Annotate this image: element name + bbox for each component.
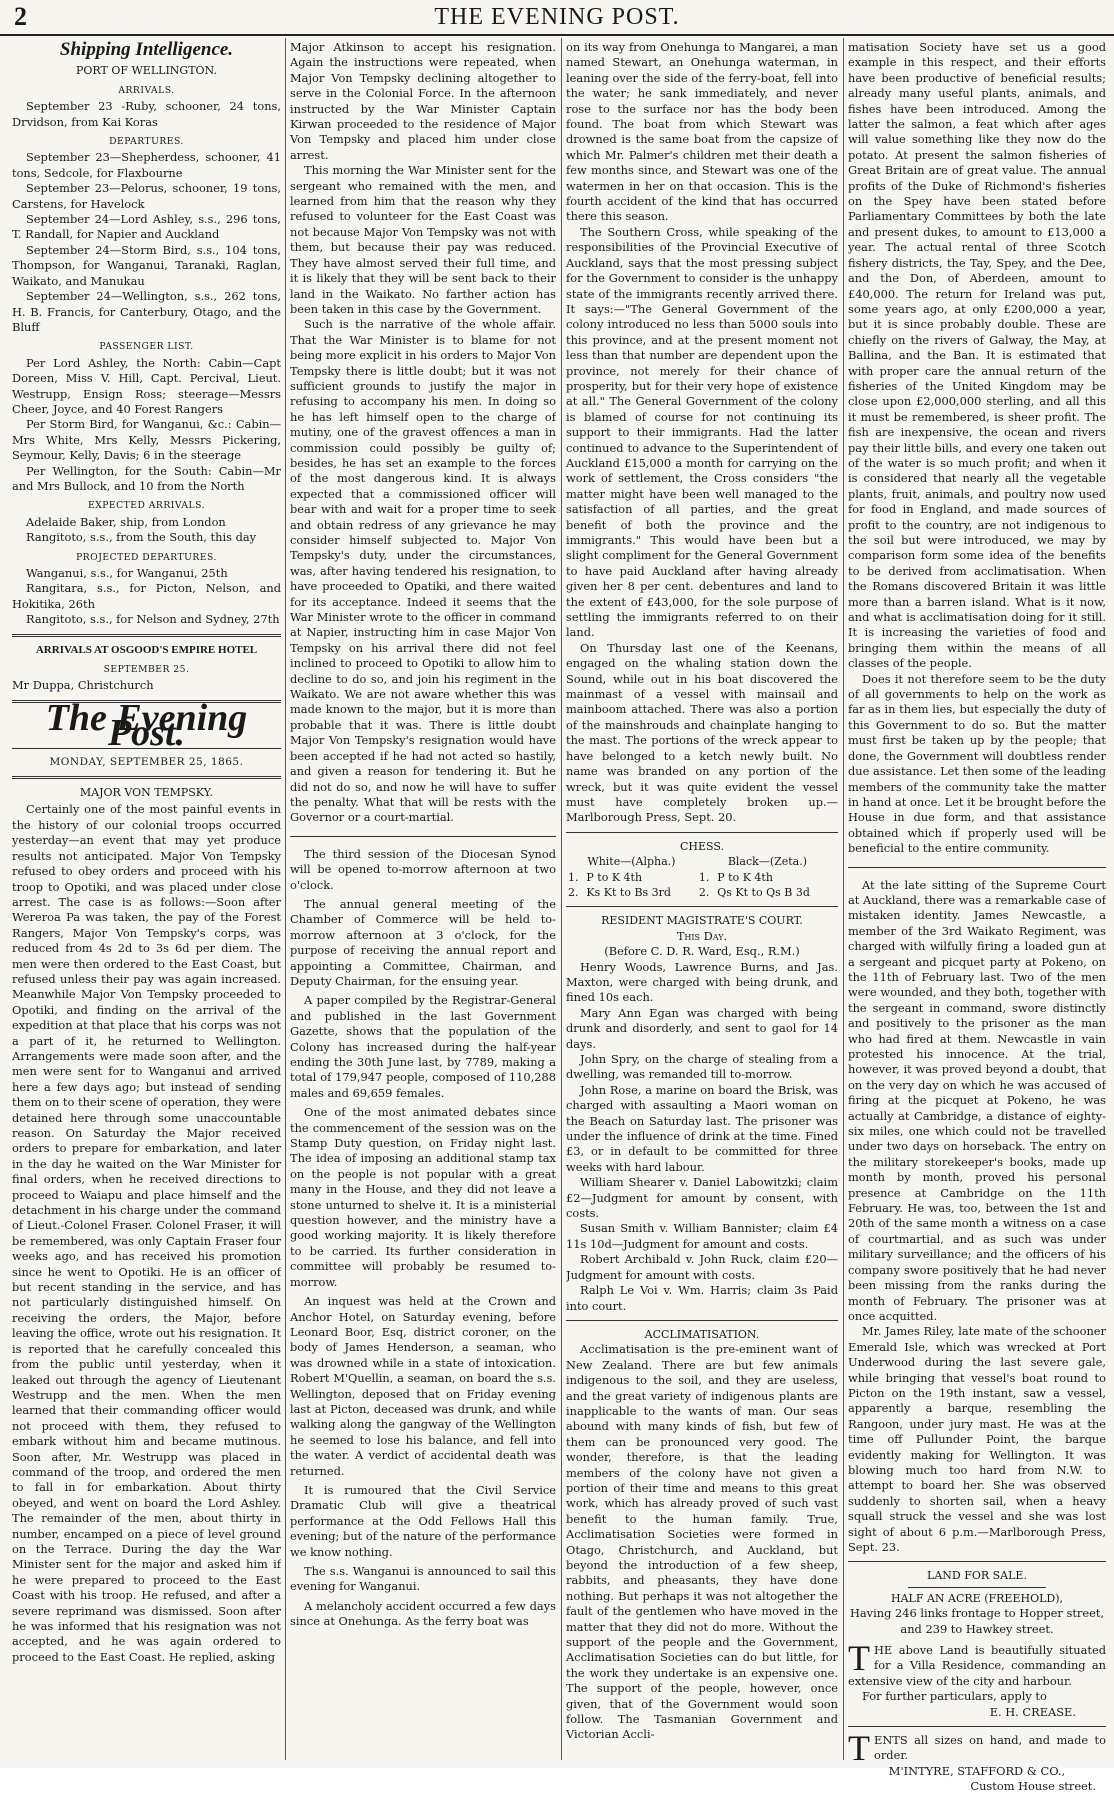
shipping-heading: Shipping Intelligence. [59,40,234,60]
black-move: P to K 4th [717,870,773,884]
hotel-heading: ARRIVALS AT OSGOOD'S EMPIRE HOTEL [35,643,258,656]
chess-move-row [566,885,838,900]
page-header [0,0,1114,36]
divider [290,836,556,837]
column-2 [290,40,556,1630]
newspaper-title: THE EVENING POST. [434,4,680,30]
court-case: John Spry, on the charge of stealing from a dwelling, was remanded till to-morrow. [566,1052,838,1082]
news-item: At the late sitting of the Supreme Court at Auckland, there was a remarkable case of mistaken identity. James Newcastle, a member of the 3rd Waikato Regiment, was charged with wilfully firing a loaded gun at a sergeant and picquet party at Pokeno, on the 11th of February last. Two of the men were wounded, and they both, together with the sergeant in command, swore distinctly and positively to the prisoner as the man who had fired at them. Newcastle in vain protested his innocence. At the trial, however, it was proved beyond a doubt, that on the very day on which he was accused of firing at the picquet at Pokeno, he was actually at Cambridge, a distance of eighty-six miles, one which could not be travelled under two days on horseback. The entry on the military storekeeper's books, made up month by month, proved his personal presence at Cambridge on the 11th February. He was, too, between the 1st and 20th of the same month a witness on a case of courtmartial, and as such was under military surveillance; and the officers of his company swore positively that he had never been missing from the ranks during the month of February. The prisoner was at once acquitted. [848,877,1106,1323]
chess-heading: CHESS. [679,839,725,853]
projected-label: PROJECTED DEPARTURES. [76,551,217,563]
move-number: 2. [698,885,710,899]
article-paragraph: This morning the War Minister sent for the sergeant who remained with the men, and learned from him that the reason why they refused to volunteer for the East Coast was not because Major Von Tempsky was not with them, but because their pay was reduced. They have almost served their full time, and it is likely that they will be sent back to their land in the Waikato. No farther action has been taken in this case by the Government. [290,163,556,316]
news-item: The s.s. Wanganui is announced to sail this evening for Wanganui. [290,1564,556,1594]
departure-entry: September 23—Shepherdess, schooner, 41 tons, Sedcole, for Flaxbourne [12,150,281,180]
masthead-title: The Evening Post. [45,696,248,755]
court-case: John Rose, a marine on board the Brisk, was charged with assaulting a Maori woman on the Beach on Saturday last. The prisoner was under the influence of drink at the time. Fined £3, or in default to be committed for three weeks with hard labour. [566,1082,838,1174]
court-heading: RESIDENT MAGISTRATE'S COURT. [601,914,803,928]
date-line: MONDAY, SEPTEMBER 25, 1865. [49,755,244,768]
court-case: Mary Ann Egan was charged with being drunk and disorderly, and sent to gaol for 14 days. [566,1005,838,1051]
column-1 [12,40,281,1665]
chess-header-row [566,854,838,869]
news-item: A paper compiled by the Registrar-General and published in the last Government Gazette, shows that the population of the Colony has increased during the half-year ending the 30th June last, by 7789, making a total of 179,947 people, composed of 110,288 males and 69,659 females. [290,993,556,1100]
court-case: Susan Smith v. William Bannister; claim £4 11s 10d—Judgment for amount and costs. [566,1221,838,1251]
chess-move-row [566,870,838,885]
article-paragraph: Major Atkinson to accept his resignation. Again the instructions were repeated, when Major Von Tempsky declining altogether to serve in the Colonial Force. In the afternoon instructed by the War Minister Captain Kirwan proceeded to the residence of Major Von Tempsky and placed him under close arrest. [290,40,556,162]
article-paragraph: matisation Society have set us a good example in this respect, and their efforts have been productive of beneficial results; already many useful plants, animals, and fishes have been introduced. Among the latter the salmon, a feat which after ages will value something like they now do the potato. At present the salmon fisheries of Great Britain are of great value. The annual profits of the Duke of Richmond's fisheries on the Spey have been stated before Parliamentary Committees by both the late and present dukes, to amount to £13,000 a year. The actual rental of three Scotch fishery districts, the Tay, Spey, and the Dee, and the Don, of Aberdeen, amount to £40,000. The return for Ireland was put, some years ago, at only £200,000 a year, but it is since probably double. These are chiefly on the rivers of Galway, the May, at Ballina, and the Ban. It is estimated that with proper care the annual return of the fisheries of the United Kingdom may be close upon £2,000,000 sterling, and all this it must be remembered, is sheer profit. The fish are inexpensive, the ocean and rivers pay their little bills, and every one taken out of the water is so much profit; and when it is considered that nearly all the vegetable plants, fruit, animals, and poultry now used for food in England, and made sources of profit to the country, are not indigenous to the soil but were introduced, we may by comparison form some idea of the benefits to be derived from acclimatisation. When the Romans discovered Britain it was little more than a barren island. What is it now, and what is acclimatisation doing for it still. It is increasing the varieties of food and bringing them within the means of all classes of the people. [848,40,1106,671]
land-ad-body [848,1638,1106,1689]
hotel-guest: Mr Duppa, Christchurch [12,678,154,693]
divider [12,776,281,779]
expected-entry: Adelaide Baker, ship, from London [26,514,226,529]
arrivals-label: ARRIVALS. [118,84,175,96]
column-divider [561,38,562,1760]
projected-entry: Rangitara, s.s., for Picton, Nelson, and Hokitika, 26th [12,581,281,611]
column-divider [843,38,844,1760]
divider [848,1561,1106,1562]
expected-label: EXPECTED ARRIVALS. [87,500,206,512]
drop-cap: T [848,1728,870,1769]
divider [566,832,838,833]
departures-label: DEPARTURES. [109,136,184,148]
court-bench: (Before C. D. R. Ward, Esq., R.M.) [604,944,800,959]
divider [848,867,1106,868]
departure-entry: September 24—Wellington, s.s., 262 tons, H. B. Francis, for Canterbury, Otago, and the Bluff [12,289,281,334]
chess-white-label: White—(Alpha.) [587,855,676,869]
acclimatisation-heading: ACCLIMATISATION. [644,1327,760,1341]
departure-entry: September 24—Lord Ashley, s.s., 296 tons, T. Randall, for Napier and Auckland [12,212,281,242]
chess-black-label: Black—(Zeta.) [727,855,808,869]
chess-table [566,854,838,900]
white-move: P to K 4th [586,870,643,884]
news-item: The Southern Cross, while speaking of the responsibilities of the Provincial Executive of Auckland, says that the most pressing subject for the Government to consider is the unhappy state of the immigrants recently arrived there. It says:—"The General Government of the colony introduced no less than 5000 souls into this province, and at the present moment not less than that number are dependent upon the province, not merely for their chance of prosperity, but for their very hope of existence at all." The General Government of the colony is blamed of course for not continuing its support to their immigrants. Had the latter continued to advance to the Superintendent of Auckland £15,000 a month for carrying on the work of settlement, the Cross considers "the matter might have been well managed to the satisfaction of all parties, and the great benefit of both the province and the immigrants." This would have been but a slight compliment for the General Government to have paid Auckland after having already given her 8 per cent. debentures and land to the extent of £43,000, for the sole purpose of settling the immigrants referred to on their land. [566,224,838,640]
drop-cap: T [848,1638,870,1679]
land-ad-name: E. H. CREASE. [989,1704,1076,1719]
passenger-entry: Per Wellington, for the South: Cabin—Mr and Mrs Bullock, and 10 from the North [12,463,281,493]
land-ad-text: HE above Land is beautifully situated for a Villa Residence, commanding an extensive view of the city and harbour. [848,1643,1106,1688]
court-case: Henry Woods, Lawrence Burns, and Jas. Maxton, were charged with being drunk, and fined 10s each. [566,959,838,1005]
departure-entry: September 24—Storm Bird, s.s., 104 tons, Thompson, for Wanganui, Taranaki, Raglan, Waikato, and Manukau [12,242,281,288]
land-ad-apply: For further particulars, apply to [862,1689,1047,1704]
black-move: Qs Kt to Qs B 3d [717,885,810,899]
column-divider [285,38,286,1760]
news-item: The third session of the Diocesan Synod will be opened to-morrow afternoon at two o'clock. [290,846,556,892]
court-case: Robert Archibald v. John Ruck, claim £20—Judgment for amount with costs. [566,1252,838,1282]
tents-ad-body [848,1728,1106,1769]
news-item: on its way from Onehunga to Mangarei, a man named Stewart, an Onehunga waterman, in leaning over the side of the ferry-boat, fell into the water; he sank immediately, and never rose to the surface nor has the body been found. The boat from which Stewart was drowned is the same boat from the capsize of which Mr. Palmer's children met their death a few months since, and Stewart was one of the watermen in her on that occasion. This is the fourth accident of the kind that has occurred there this season. [566,40,838,224]
column-3 [566,40,838,1743]
projected-entry: Wanganui, s.s., for Wanganui, 25th [26,566,228,580]
article-paragraph: Acclimatisation is the pre-eminent want of New Zealand. There are but few animals indigenous to the soil, and they are useless, and the great variety of indigenous plants are inapplicable to the wants of man. Our seas abound with many kinds of fish, but few of them can be pronounced very good. The wonder, therefore, is that the leading members of the colony have not given a portion of their time and means to this great work, which has already proved of such vast benefit to the human family. True, Acclimatisation Societies were formed in Otago, Christchurch, and Auckland, but beyond the introduction of a few sheep, rabbits, and pheasants, they have done nothing. But perhaps it was not altogether the fault of the gentlemen who have moved in the matter that they did not do more. Without the support of the people and the Government, Acclimatisation Societies can do but little, for the work they undertake is an expensive one. The support of the people, however, once given, that of the Government would soon follow. The Tasmanian Government and Victorian Accli- [566,1342,838,1742]
passenger-entry: Per Lord Ashley, the North: Cabin—Capt Doreen, Miss V. Hill, Capt. Percival, Lieut. Westrupp, Ensign Ross; steerage—Messrs Cheer, Joyce, and 40 Forest Rangers [12,355,281,416]
article-paragraph: Does it not therefore seem to be the duty of all governments to help on the work as far as in them lies, but especially the duty of this Government to do so. But the matter must first be taken up by the people; that done, the Government will doubtless render due assistance. Let then some of the leading members of the community take the matter in hand at once. Let it be brought before the House in due form, and that assistance obtained which if properly used will be beneficial to the entire community. [848,671,1106,856]
move-number: 1. [568,870,579,884]
divider [566,906,838,907]
court-case: Ralph Le Voi v. Wm. Harris; claim 3s Paid into court. [566,1283,838,1313]
news-item: An inquest was held at the Crown and Anchor Hotel, on Saturday evening, before Leonard Boor, Esq, district coroner, on the body of James Henderson, a seaman, who was drowned while in a state of intoxication. Robert M'Quellin, a seaman, on board the s.s. Wellington, deposed that on Friday evening last at Picton, deceased was drunk, and while walking along the gangway of the Wellington he seemed to lose his balance, and fell into the water. A verdict of accidental death was returned. [290,1294,556,1478]
divider [848,1726,1106,1727]
tents-ad-address: Custom House street. [970,1779,1096,1794]
news-item: One of the most animated debates since the commencement of the session was on the Stamp Duty question, on Friday night last. The idea of imposing an additional stamp tax on the people is not popular with a great many in the House, and they did not leave a stone unturned to shelve it. It is a ministerial question however, and the ministry have a good working majority. It is likely therefore to be carried. Its further consideration in committee will probably be resumed to-morrow. [290,1105,556,1289]
article-paragraph: Certainly one of the most painful events in the history of our colonial troops occurred yesterday—an event that may yet produce results not anticipated. Major Von Tempsky refused to obey orders and proceed with his troop to Opotiki, and was placed under close arrest. The case is as follows:—Soon after Wereroa Pa was taken, the pay of the Forest Rangers, Major Von Tempsky's corps, was reduced from 4s 2d to 3s 6d per diem. The men were then ordered to the East Coast, but refused unless their pay was again increased. Meanwhile Major Von Tempsky proceeded to Opotiki, and finding on the arrival of the expedition at that place that his corps was not a part of it, he returned to Wellington. Arrangements were made soon after, and the men were sent for to Wanganui and arrived here a few days ago; but instead of sending them on to their scene of operation, they were detained here through some unaccountable reason. On Saturday the Major received orders to prepare for embarkation, and later in the day he waited on the War Minister for final orders, when he received directions to proceed to Waiapu and place himself and the detachment in his charge under the command of Lieut.-Colonel Fraser. Colonel Fraser, it will be remembered, was only Captain Fraser four weeks ago, and has received his promotion since he went to Opotiki. He is an officer of but recent standing in the service, and has not particularly distinguished himself. On receiving the orders, the Major, before leaving the office, wrote out his resignation. It is reported that he carefully concealed this from the public until yesterday, when it leaked out through the agency of Lieutenant Westrupp and the men. When the men learned that their commanding officer would not proceed with them, they refused to embark without him and became mutinous. Soon after, Mr. Westrupp was placed in command of the troop, and ordered the men to fall in for embarkation. About thirty obeyed, and went on board the Lord Ashley. The remainder of the men, about thirty in number, encamped on a piece of level ground on the Terrace. During the day the War Minister sent for the major and asked him if he were prepared to proceed to the East Coast with his troop. He refused, and after a severe reprimand was dismissed. Soon after he was informed that his resignation was not accepted, and he was again ordered to proceed to the East Coast. He replied, asking [12,802,281,1664]
divider [566,1320,838,1321]
court-subheading: This Day. [676,928,728,943]
news-item: A melancholy accident occurred a few days since at Onehunga. As the ferry boat was [290,1598,556,1629]
expected-entry: Rangitoto, s.s., from the South, this day [26,530,257,545]
move-number: 2. [568,885,579,899]
land-ad-frontage-2: and 239 to Hawkey street. [900,1621,1054,1636]
land-ad-frontage: Having 246 links frontage to Hopper street, [849,1606,1105,1621]
white-move: Ks Kt to Bs 3rd [586,885,671,899]
news-item: On Thursday last one of the Keenans, engaged on the whaling station down the Sound, while out in his boat discovered the mainmast of a vessel with mainsail and mainboom attached. There was also a portion of the mainshrouds and chainplate hanging to the mast. The portions of the wreck appear to have belonged to a ketch newly built. No name was branded on any portion of the wreck, but it was quite evident the vessel must have completely broken up.—Marlborough Press, Sept. 20. [566,640,838,825]
departure-entry: September 23—Pelorus, schooner, 19 tons, Carstens, for Havelock [12,181,281,211]
divider [12,634,281,637]
port-heading: PORT OF WELLINGTON. [76,64,217,78]
divider [908,1587,1046,1588]
column-4 [848,40,1106,1795]
move-number: 1. [698,870,710,884]
hotel-date: SEPTEMBER 25. [103,664,190,676]
news-item: Mr. James Riley, late mate of the schooner Emerald Isle, which was wrecked at Port Underwood during the last severe gale, while bringing that vessel's boat round to Picton on the 19th instant, saw a vessel, apparently a barque, resembling the Rangoon, under jury mast. He was at the time off Pullunder Point, the barque evidently making for Wellington. It was blowing much too hard from N.W. to attempt to board her. She was observed suddenly to shorten sail, when a heavy squall struck the vessel and she was lost sight of about 6 p.m.—Marlborough Press, Sept. 23. [848,1324,1106,1554]
land-ad-heading: LAND FOR SALE. [927,1569,1027,1583]
news-item: The annual general meeting of the Chamber of Commerce will be held to-morrow afternoon at 3 o'clock, for the purpose of receiving the annual report and appointing a Committee, Chairman, and Deputy Chairman, for the ensuing year. [290,896,556,988]
tents-ad-text: ENTS all sizes on hand, and made to order. [874,1733,1106,1763]
court-case: William Shearer v. Daniel Labowitzki; claim £2—Judgment for amount by consent, with costs. [566,1175,838,1221]
news-item: It is rumoured that the Civil Service Dramatic Club will give a theatrical performance at the Odd Fellows Hall this evening; but of the nature of the performance we know nothing. [290,1482,556,1559]
passenger-label: PASSENGER LIST. [99,341,194,353]
projected-entry: Rangitoto, s.s., for Nelson and Sydney, 27th [26,612,280,627]
article-paragraph: Such is the narrative of the whole affair. That the War Minister is to blame for not being more explicit in his orders to Major Von Tempsky there is little doubt; but it was not sufficient grounds to justify the major in refusing to accompany his men. In doing so he has left himself open to the charge of mutiny, one of the gravest offences a man in commission could possibly be guilty of; besides, he has set an example to the forces of the most dangerous kind. It is always expected that a commissioned officer will bear with and wait for a proper time to seek and obtain redress of any grievance he may consider himself subjected to. Major Von Tempsky's duty, under the circumstances, was, after having tendered his resignation, to have proceeded to Opatiki, and there waited for its acceptance. Indeed it seems that the War Minister wrote to the officer in command at Napier, instructing him in case Major Von Tempsky on his arrival there did not feel inclined to proceed to Opotiki to allow him to decline to do so, and join his regiment in the Waikato. We are not aware whether this was made known to the major, but it is more than probable that it was. There is little doubt Major Von Tempsky's resignation would have been accepted if he had not acted so hastily, and given a reason for tendering it. But he did not do so, and now he will have to suffer the penalty. What that will be rests with the Governor or a court-martial. [290,317,556,825]
passenger-entry: Per Storm Bird, for Wanganui, &c.: Cabin—Mrs White, Mrs Kelly, Messrs Pickering, Seymour, Kelly, Davis; 6 in the steerage [12,417,281,463]
land-ad-title: HALF AN ACRE (FREEHOLD), [891,1591,1063,1605]
article-title: MAJOR VON TEMPSKY. [79,786,214,800]
tents-ad-company: M'INTYRE, STAFFORD & CO., [888,1763,1066,1778]
arrival-entry: September 23 -Ruby, schooner, 24 tons, Drvidson, from Kai Koras [12,99,281,129]
page-number: 2 [14,2,27,31]
